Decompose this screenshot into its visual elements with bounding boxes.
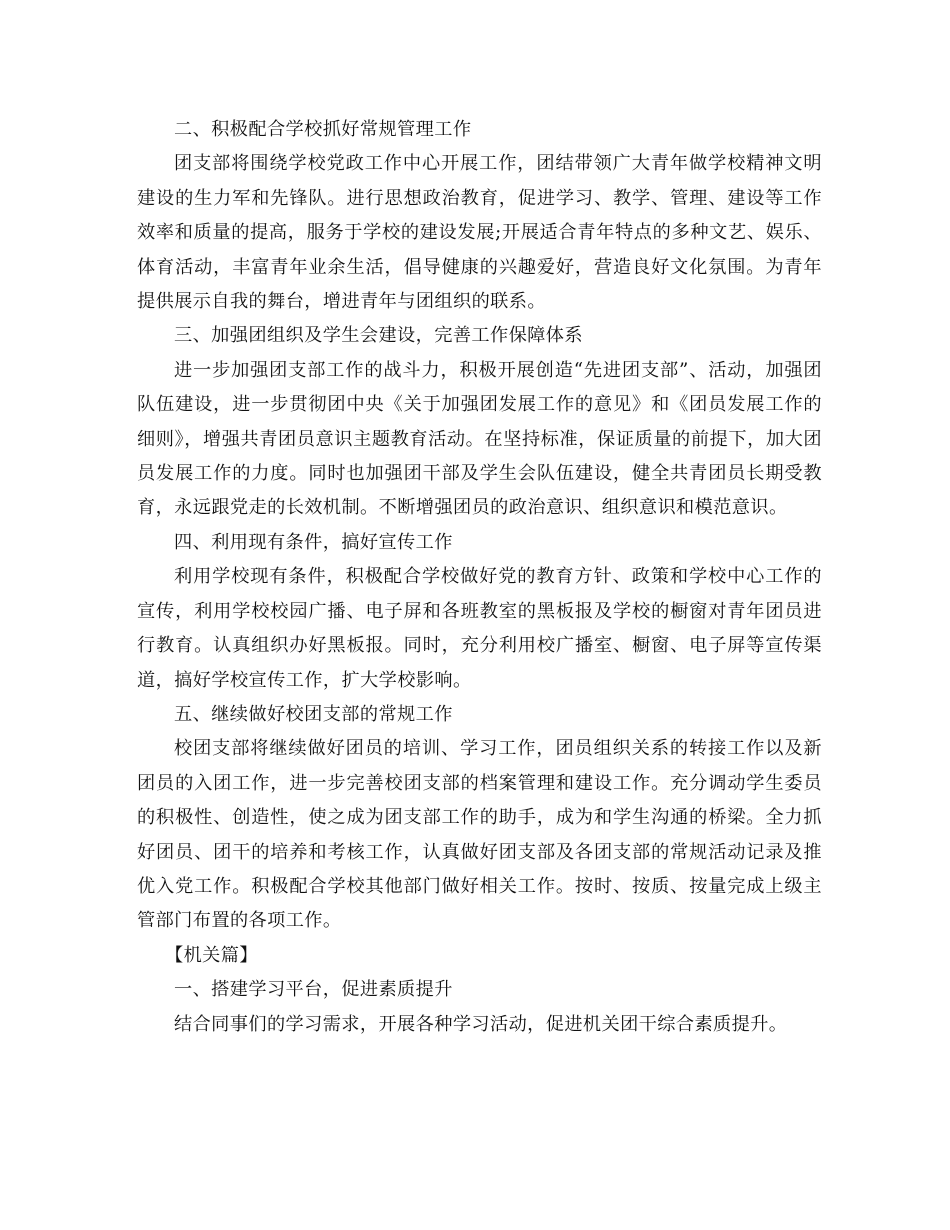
- section-heading-3: 三、加强团组织及学生会建设，完善工作保障体系: [174, 325, 583, 347]
- paragraph-routine-work: 校团支部将继续做好团员的培训、学习工作，团员组织关系的转接工作以及新团员的入团工作，进一步完善校团支部的档案管理和建设工作。充分调动学生委员的积极性、创造性，使之成为团支部工作的助手，成为和学生沟通的桥梁。全力抓好团员、团干的培养和考核工作，认真做好团支部及各团支部的常规活动记录及推优入党工作。积极配合学校其他部门做好相关工作。按时、按质、按量完成上级主管部门布置的各项工作。: [137, 738, 822, 932]
- paragraph-regular-management: 团支部将围绕学校党政工作中心开展工作，团结带领广大青年做学校精神文明建设的生力军和先锋队。进行思想政治教育，促进学习、教学、管理、建设等工作效率和质量的提高，服务于学校的建设发展;开展适合青年特点的多种文艺、娱乐、体育活动，丰富青年业余生活，倡导健康的兴趣爱好，营造良好文化氛围。为青年提供展示自我的舞台，增进青年与团组织的联系。: [137, 153, 822, 313]
- paragraph-publicity: 利用学校现有条件，积极配合学校做好党的教育方针、政策和学校中心工作的宣传，利用学校校园广播、电子屏和各班教室的黑板报及学校的橱窗对青年团员进行教育。认真组织办好黑板报。同时，充分利用校广播室、橱窗、电子屏等宣传渠道，搞好学校宣传工作，扩大学校影响。: [137, 566, 822, 691]
- section-heading-1: 一、搭建学习平台，促进素质提升: [174, 979, 453, 1001]
- section-heading-5: 五、继续做好校团支部的常规工作: [174, 703, 453, 725]
- paragraph-organization-building: 进一步加强团支部工作的战斗力，积极开展创造“先进团支部”、活动，加强团队伍建设，进一步贯彻团中央《关于加强团发展工作的意见》和《团员发展工作的细则》，增强共青团员意识主题教育活动。在坚持标准，保证质量的前提下，加大团员发展工作的力度。同时也加强团干部及学生会队伍建设，健全共青团员长期受教育，永远跟党走的长效机制。不断增强团员的政治意识、组织意识和模范意识。: [137, 359, 822, 519]
- paragraph-learning-platform: 结合同事们的学习需求，开展各种学习活动，促进机关团干综合素质提升。: [174, 1013, 788, 1035]
- chapter-label: 【机关篇】: [165, 944, 258, 966]
- section-heading-4: 四、利用现有条件，搞好宣传工作: [174, 531, 453, 553]
- section-heading-2: 二、积极配合学校抓好常规管理工作: [174, 119, 472, 140]
